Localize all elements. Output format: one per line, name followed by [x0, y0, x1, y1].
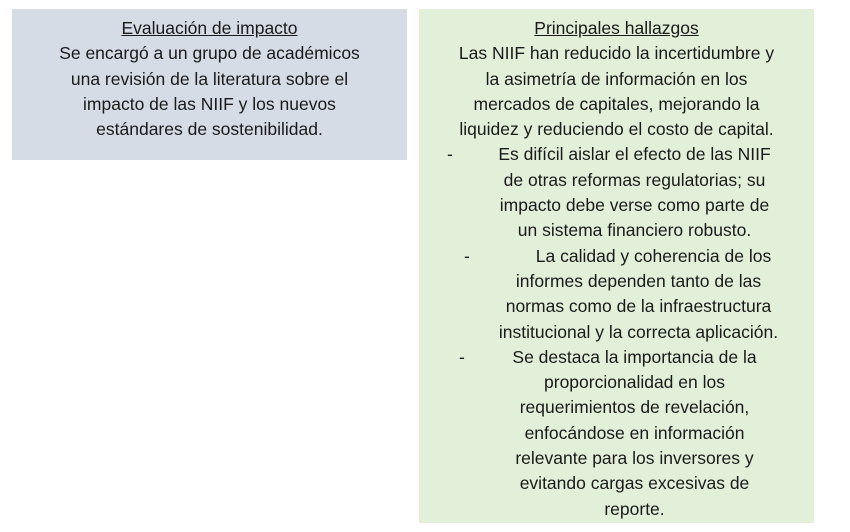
bullet-line: relevante para los inversores y [515, 448, 754, 469]
bullet-line: evitando cargas excesivas de [519, 473, 750, 494]
bullet-line: normas como de la infraestructura [505, 296, 772, 317]
findings-bullet-list [419, 142, 814, 521]
impact-evaluation-box [12, 9, 407, 160]
findings-intro [419, 41, 814, 142]
bullet-dash: - [447, 144, 453, 165]
bullet-line: requerimientos de revelación, [519, 397, 750, 418]
bullet-line: de otras reformas regulatorias; su [503, 169, 766, 190]
bullet-dash: - [464, 245, 470, 266]
bullet-line: reporte. [604, 498, 665, 519]
main-findings-title: Principales hallazgos [534, 18, 699, 38]
bullet-line: Es difícil aislar el efecto de las NIIF [498, 144, 771, 165]
findings-intro-line: la asimetría de información en los [485, 68, 748, 89]
findings-bullet-item [419, 244, 814, 345]
bullet-line: proporcionalidad en los [544, 372, 725, 393]
bullet-line: un sistema financiero robusto. [517, 220, 752, 241]
findings-bullet-item [419, 142, 814, 243]
bullet-dash: - [459, 346, 465, 367]
bullet-line: enfocándose en información [524, 422, 745, 443]
bullet-line: institucional y la correcta aplicación. [498, 321, 779, 342]
impact-evaluation-line: impacto de las NIIF y los nuevos [83, 93, 336, 114]
findings-bullet-item [419, 345, 814, 522]
findings-intro-line: mercados de capitales, mejorando la [473, 93, 760, 114]
bullet-line: Se destaca la importancia de la [512, 346, 757, 367]
impact-evaluation-line: Se encargó a un grupo de académicos [59, 43, 360, 64]
bullet-line: La calidad y coherencia de los [535, 245, 772, 266]
main-findings-box [419, 9, 814, 523]
impact-evaluation-title: Evaluación de impacto [121, 18, 298, 38]
bullet-line: informes dependen tanto de las [515, 270, 762, 291]
findings-intro-line: liquidez y reduciendo el costo de capital. [459, 119, 774, 140]
bullet-line: impacto debe verse como parte de [499, 195, 770, 216]
impact-evaluation-line: estándares de sostenibilidad. [96, 119, 323, 140]
impact-evaluation-line: una revisión de la literatura sobre el [70, 68, 349, 89]
findings-intro-line: Las NIIF han reducido la incertidumbre y [458, 43, 775, 64]
